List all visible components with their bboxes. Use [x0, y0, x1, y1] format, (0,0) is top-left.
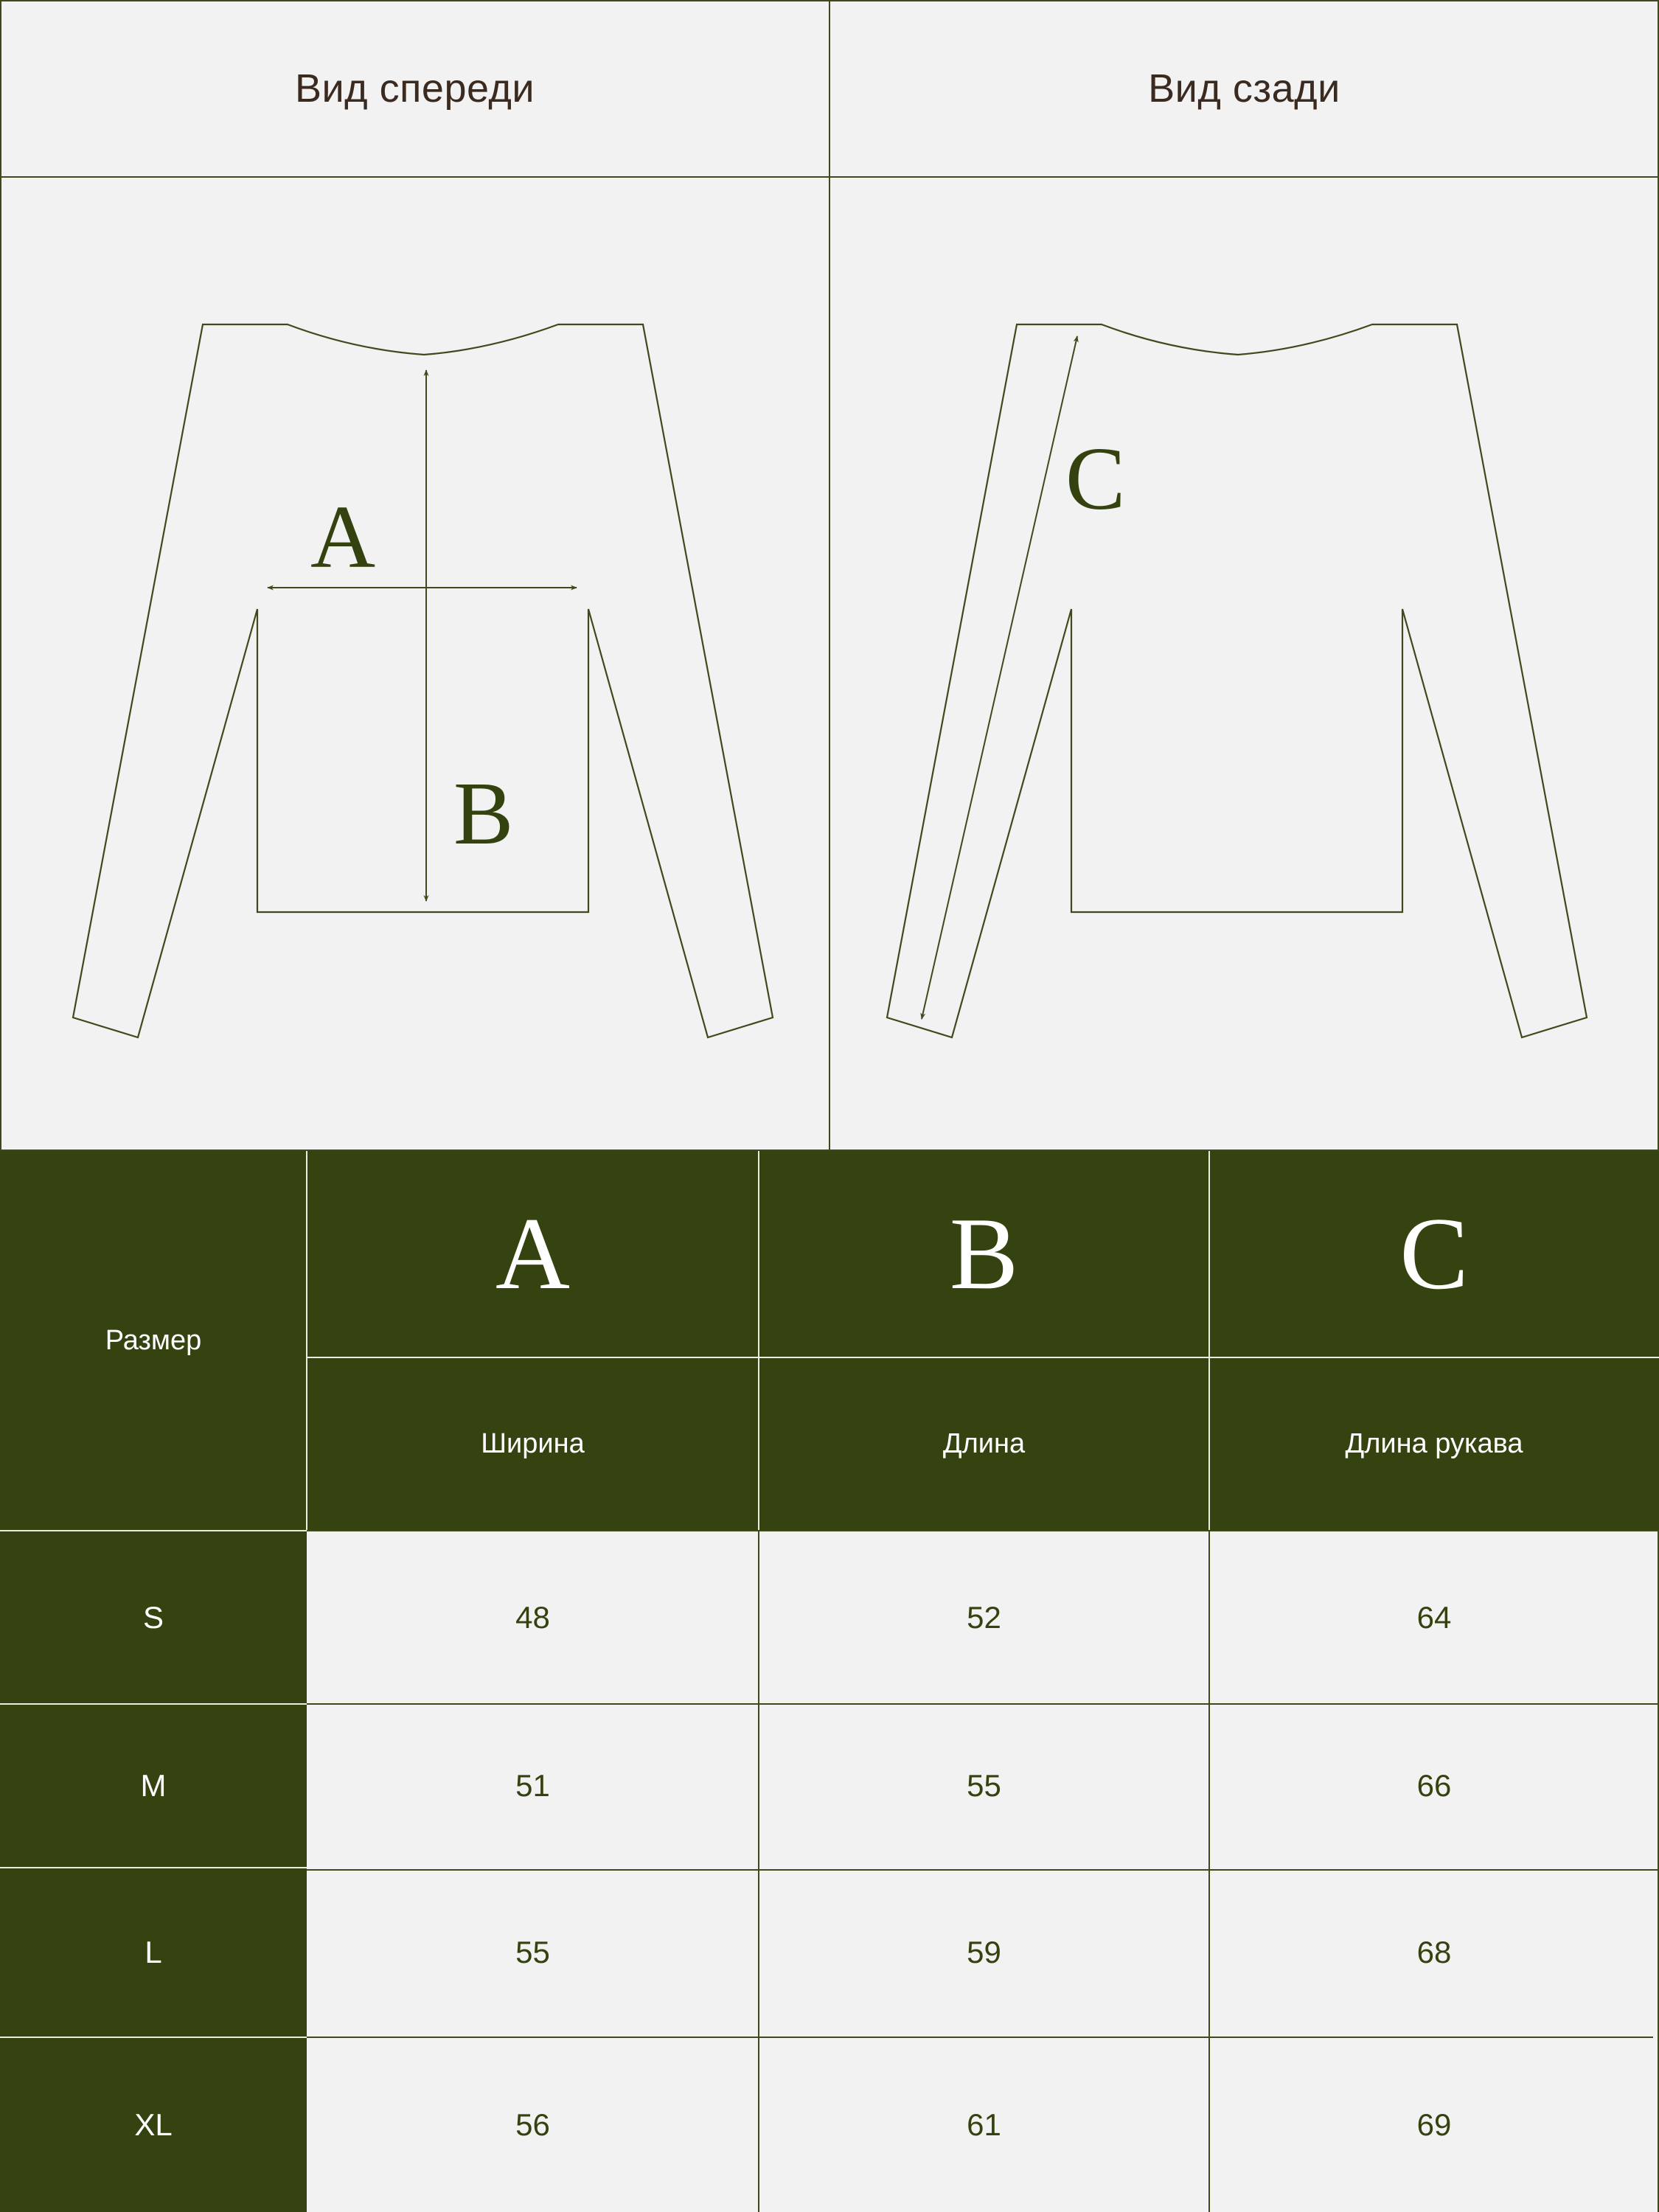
value-s-width: 48 — [307, 1531, 759, 1704]
back-garment-outline — [887, 324, 1587, 1037]
value-m-sleeve: 66 — [1209, 1704, 1659, 1868]
column-name-length: Длина — [759, 1357, 1209, 1531]
value-m-length: 55 — [759, 1704, 1209, 1868]
front-view-title: Вид спереди — [294, 66, 535, 111]
back-view-title: Вид сзади — [1148, 66, 1340, 111]
value-s-sleeve: 64 — [1209, 1531, 1659, 1704]
value-s-length: 52 — [759, 1531, 1209, 1704]
value-xl-length: 61 — [759, 2037, 1209, 2212]
column-name-width: Ширина — [307, 1357, 759, 1531]
column-name-sleeve-length: Длина рукава — [1209, 1357, 1659, 1531]
size-cell-s: S — [0, 1531, 307, 1704]
value-xl-sleeve: 69 — [1209, 2037, 1659, 2212]
front-garment-outline — [73, 324, 773, 1037]
size-cell-xl: XL — [0, 2037, 307, 2212]
size-cell-l: L — [0, 1868, 307, 2037]
value-l-length: 59 — [759, 1868, 1209, 2037]
value-m-width: 51 — [307, 1704, 759, 1868]
size-header: Размер — [0, 1151, 307, 1531]
label-c: C — [1065, 429, 1126, 529]
column-letter-c: C — [1209, 1151, 1659, 1357]
sleeve-arrow — [922, 336, 1077, 1019]
value-xl-width: 56 — [307, 2037, 759, 2212]
column-letter-a: A — [307, 1151, 759, 1357]
size-table — [0, 1151, 1659, 2212]
size-cell-m: M — [0, 1704, 307, 1868]
value-l-sleeve: 68 — [1209, 1868, 1659, 2037]
column-letter-b: B — [759, 1151, 1209, 1357]
label-b: B — [453, 764, 514, 863]
label-a: A — [310, 487, 376, 587]
value-l-width: 55 — [307, 1868, 759, 2037]
